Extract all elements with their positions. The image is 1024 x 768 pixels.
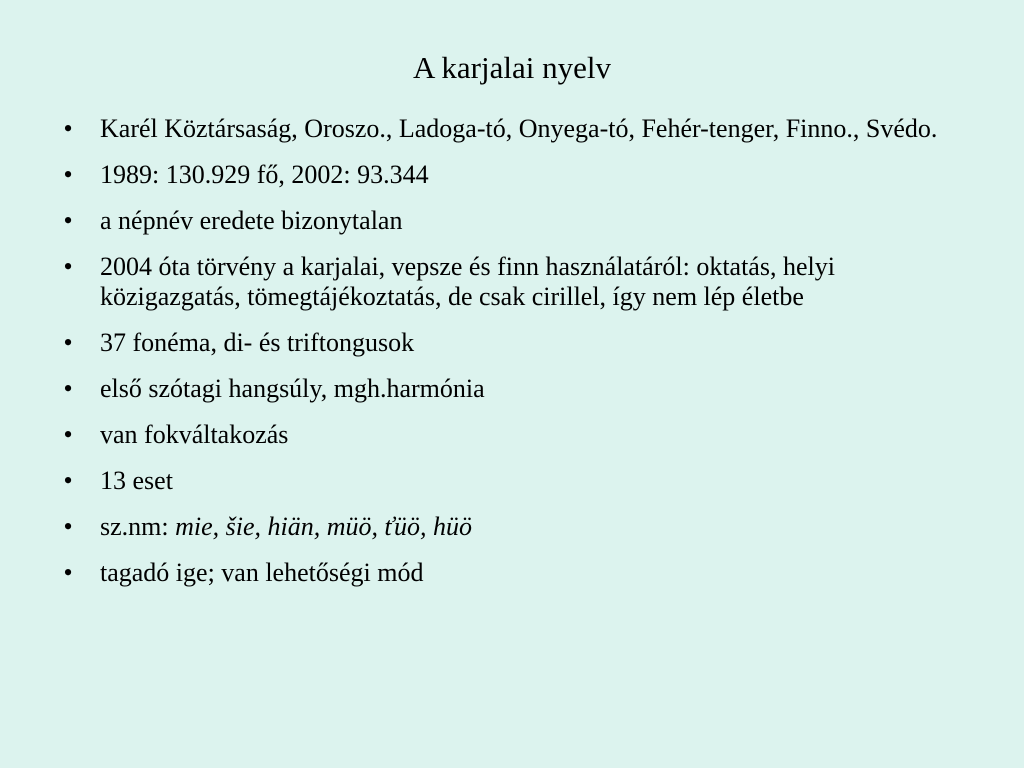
bullet-item-gradation	[58, 420, 968, 450]
bullet-item-phonemes	[58, 328, 968, 358]
bullet-dot-icon: •	[63, 512, 73, 541]
bullet-dot-icon: •	[63, 160, 73, 189]
bullet-dot-icon: •	[63, 558, 73, 587]
bullet-text: 13 eset	[100, 466, 173, 495]
bullet-text: van fokváltakozás	[100, 420, 289, 449]
bullet-item-population	[58, 160, 968, 190]
bullet-item-etymology	[58, 206, 968, 236]
bullet-dot-icon: •	[63, 420, 73, 449]
bullet-dot-icon: •	[63, 252, 73, 281]
bullet-text: Karél Köztársaság, Oroszo., Ladoga-tó, Onyega-tó, Fehér-tenger, Finno., Svédo.	[100, 114, 938, 143]
bullet-text: a népnév eredete bizonytalan	[100, 206, 403, 235]
bullet-text-italic: mie, šie, hiän, müö, ťüö, hüö	[175, 512, 472, 541]
bullet-dot-icon: •	[63, 328, 73, 357]
bullet-text: 37 fonéma, di- és triftongusok	[100, 328, 415, 357]
bullet-item-law	[58, 252, 968, 312]
bullet-item-cases	[58, 466, 968, 496]
bullet-dot-icon: •	[63, 466, 73, 495]
bullet-item-stress	[58, 374, 968, 404]
bullet-item-region	[58, 114, 968, 144]
bullet-text-prefix: sz.nm:	[100, 512, 176, 541]
bullet-text: 1989: 130.929 fő, 2002: 93.344	[100, 160, 429, 189]
bullet-dot-icon: •	[63, 206, 73, 235]
bullet-item-negation	[58, 558, 968, 588]
slide-title: A karjalai nyelv	[413, 50, 611, 85]
bullet-item-pronouns	[58, 512, 968, 542]
bullet-dot-icon: •	[63, 114, 73, 143]
bullet-text: tagadó ige; van lehetőségi mód	[100, 558, 424, 587]
bullet-text: 2004 óta törvény a karjalai, vepsze és finn használatáról: oktatás, helyi közigazgatás, tömegtájékoztatás, de csak cirillel, így nem lép életbe	[100, 252, 835, 311]
bullet-list	[58, 114, 968, 604]
bullet-text: első szótagi hangsúly, mgh.harmónia	[100, 374, 485, 403]
bullet-dot-icon: •	[63, 374, 73, 403]
